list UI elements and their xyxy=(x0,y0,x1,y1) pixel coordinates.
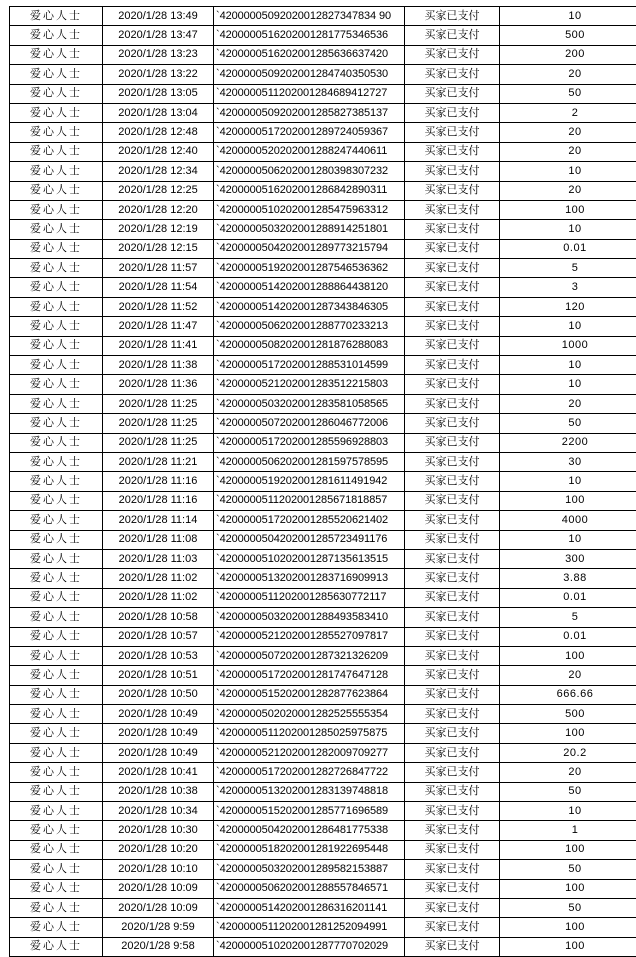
donor-cell: 爱心人士 xyxy=(10,608,103,627)
amount-cell: 20 xyxy=(500,763,636,782)
datetime-cell: 2020/1/28 10:53 xyxy=(103,646,214,665)
amount-cell: 3.88 xyxy=(500,569,636,588)
table-row xyxy=(10,918,636,937)
amount-cell: 100 xyxy=(500,840,636,859)
donor-cell: 爱心人士 xyxy=(10,239,103,258)
datetime-cell: 2020/1/28 10:30 xyxy=(103,821,214,840)
order-number-cell: `4200000509202001284740350530 xyxy=(214,65,405,84)
amount-cell: 0.01 xyxy=(500,239,636,258)
order-number-cell: `4200000517202001281747647128 xyxy=(214,666,405,685)
order-number-cell: `4200000504202001285723491176 xyxy=(214,530,405,549)
donor-cell: 爱心人士 xyxy=(10,433,103,452)
datetime-cell: 2020/1/28 10:49 xyxy=(103,705,214,724)
status-cell: 买家已支付 xyxy=(405,840,500,859)
status-cell: 买家已支付 xyxy=(405,491,500,510)
status-cell: 买家已支付 xyxy=(405,937,500,956)
status-cell: 买家已支付 xyxy=(405,26,500,45)
donor-cell: 爱心人士 xyxy=(10,65,103,84)
status-cell: 买家已支付 xyxy=(405,181,500,200)
order-number-cell: `4200000515202001282877623864 xyxy=(214,685,405,704)
datetime-cell: 2020/1/28 10:09 xyxy=(103,879,214,898)
status-cell: 买家已支付 xyxy=(405,627,500,646)
status-cell: 买家已支付 xyxy=(405,317,500,336)
table-row xyxy=(10,549,636,568)
status-cell: 买家已支付 xyxy=(405,239,500,258)
donor-cell: 爱心人士 xyxy=(10,879,103,898)
datetime-cell: 2020/1/28 11:47 xyxy=(103,317,214,336)
datetime-cell: 2020/1/28 12:20 xyxy=(103,200,214,219)
donor-cell: 爱心人士 xyxy=(10,123,103,142)
donor-cell: 爱心人士 xyxy=(10,181,103,200)
order-number-cell: `4200000510202001287770702029 xyxy=(214,937,405,956)
amount-cell: 2 xyxy=(500,103,636,122)
table-row xyxy=(10,472,636,491)
datetime-cell: 2020/1/28 11:16 xyxy=(103,472,214,491)
order-number-cell: `4200000503202001288493583410 xyxy=(214,608,405,627)
status-cell: 买家已支付 xyxy=(405,472,500,491)
table-row xyxy=(10,860,636,879)
donor-cell: 爱心人士 xyxy=(10,297,103,316)
order-number-cell: `4200000518202001281922695448 xyxy=(214,840,405,859)
datetime-cell: 2020/1/28 10:49 xyxy=(103,743,214,762)
table-row xyxy=(10,821,636,840)
order-number-cell: `4200000516202001281775346536 xyxy=(214,26,405,45)
donor-cell: 爱心人士 xyxy=(10,937,103,956)
donor-cell: 爱心人士 xyxy=(10,278,103,297)
status-cell: 买家已支付 xyxy=(405,123,500,142)
datetime-cell: 2020/1/28 11:25 xyxy=(103,433,214,452)
table-row xyxy=(10,898,636,917)
order-number-cell: `4200000516202001286842890311 xyxy=(214,181,405,200)
order-number-cell: `4200000519202001281611491942 xyxy=(214,472,405,491)
amount-cell: 10 xyxy=(500,162,636,181)
status-cell: 买家已支付 xyxy=(405,646,500,665)
donor-cell: 爱心人士 xyxy=(10,7,103,26)
table-row xyxy=(10,65,636,84)
amount-cell: 1 xyxy=(500,821,636,840)
donor-cell: 爱心人士 xyxy=(10,491,103,510)
table-row xyxy=(10,297,636,316)
donor-cell: 爱心人士 xyxy=(10,821,103,840)
order-number-cell: `4200000521202001285527097817 xyxy=(214,627,405,646)
amount-cell: 500 xyxy=(500,705,636,724)
datetime-cell: 2020/1/28 10:20 xyxy=(103,840,214,859)
order-number-cell: `4200000508202001281876288083 xyxy=(214,336,405,355)
status-cell: 买家已支付 xyxy=(405,782,500,801)
table-row xyxy=(10,608,636,627)
table-row xyxy=(10,336,636,355)
table-row xyxy=(10,181,636,200)
status-cell: 买家已支付 xyxy=(405,84,500,103)
amount-cell: 10 xyxy=(500,530,636,549)
order-number-cell: `4200000521202001283512215803 xyxy=(214,375,405,394)
status-cell: 买家已支付 xyxy=(405,549,500,568)
table-row xyxy=(10,84,636,103)
table-row xyxy=(10,162,636,181)
amount-cell: 100 xyxy=(500,937,636,956)
order-number-cell: `4200000511202001284689412727 xyxy=(214,84,405,103)
donor-cell: 爱心人士 xyxy=(10,336,103,355)
table-row xyxy=(10,840,636,859)
amount-cell: 100 xyxy=(500,200,636,219)
donor-cell: 爱心人士 xyxy=(10,356,103,375)
status-cell: 买家已支付 xyxy=(405,743,500,762)
datetime-cell: 2020/1/28 10:41 xyxy=(103,763,214,782)
order-number-cell: `4200000517202001289724059367 xyxy=(214,123,405,142)
order-number-cell: `4200000515202001285771696589 xyxy=(214,802,405,821)
donor-cell: 爱心人士 xyxy=(10,103,103,122)
donor-cell: 爱心人士 xyxy=(10,45,103,64)
datetime-cell: 2020/1/28 11:36 xyxy=(103,375,214,394)
datetime-cell: 2020/1/28 12:48 xyxy=(103,123,214,142)
table-row xyxy=(10,588,636,607)
status-cell: 买家已支付 xyxy=(405,860,500,879)
status-cell: 买家已支付 xyxy=(405,162,500,181)
donor-cell: 爱心人士 xyxy=(10,627,103,646)
status-cell: 买家已支付 xyxy=(405,763,500,782)
donor-cell: 爱心人士 xyxy=(10,646,103,665)
table-row xyxy=(10,200,636,219)
datetime-cell: 2020/1/28 12:15 xyxy=(103,239,214,258)
table-row xyxy=(10,569,636,588)
datetime-cell: 2020/1/28 11:25 xyxy=(103,414,214,433)
order-number-cell: `4200000506202001281597578595 xyxy=(214,452,405,471)
order-number-cell: `4200000514202001288864438120 xyxy=(214,278,405,297)
amount-cell: 20 xyxy=(500,65,636,84)
table-row xyxy=(10,802,636,821)
table-row xyxy=(10,782,636,801)
order-number-cell: `4200000513202001283716909913 xyxy=(214,569,405,588)
datetime-cell: 2020/1/28 11:52 xyxy=(103,297,214,316)
amount-cell: 5 xyxy=(500,259,636,278)
order-number-cell: `4200000519202001287546536362 xyxy=(214,259,405,278)
datetime-cell: 2020/1/28 10:50 xyxy=(103,685,214,704)
amount-cell: 100 xyxy=(500,879,636,898)
amount-cell: 10 xyxy=(500,375,636,394)
status-cell: 买家已支付 xyxy=(405,220,500,239)
amount-cell: 2200 xyxy=(500,433,636,452)
amount-cell: 50 xyxy=(500,782,636,801)
donor-cell: 爱心人士 xyxy=(10,763,103,782)
table-row xyxy=(10,491,636,510)
status-cell: 买家已支付 xyxy=(405,608,500,627)
amount-cell: 20 xyxy=(500,142,636,161)
amount-cell: 0.01 xyxy=(500,627,636,646)
table-row xyxy=(10,375,636,394)
status-cell: 买家已支付 xyxy=(405,821,500,840)
table-row xyxy=(10,103,636,122)
amount-cell: 5 xyxy=(500,608,636,627)
table-row xyxy=(10,511,636,530)
order-number-cell: `4200000507202001286046772006 xyxy=(214,414,405,433)
order-number-cell: `4200000504202001286481775338 xyxy=(214,821,405,840)
table-row xyxy=(10,394,636,413)
donor-cell: 爱心人士 xyxy=(10,840,103,859)
datetime-cell: 2020/1/28 10:10 xyxy=(103,860,214,879)
amount-cell: 10 xyxy=(500,220,636,239)
datetime-cell: 2020/1/28 12:19 xyxy=(103,220,214,239)
table-row xyxy=(10,743,636,762)
donor-cell: 爱心人士 xyxy=(10,220,103,239)
donor-cell: 爱心人士 xyxy=(10,743,103,762)
order-number-cell: `4200000503202001289582153887 xyxy=(214,860,405,879)
table-row xyxy=(10,763,636,782)
donor-cell: 爱心人士 xyxy=(10,724,103,743)
order-number-cell: `4200000504202001289773215794 xyxy=(214,239,405,258)
datetime-cell: 2020/1/28 11:54 xyxy=(103,278,214,297)
order-number-cell: `4200000511202001285671818857 xyxy=(214,491,405,510)
donor-cell: 爱心人士 xyxy=(10,511,103,530)
datetime-cell: 2020/1/28 10:58 xyxy=(103,608,214,627)
order-number-cell: `4200000516202001285636637420 xyxy=(214,45,405,64)
datetime-cell: 2020/1/28 13:22 xyxy=(103,65,214,84)
donor-cell: 爱心人士 xyxy=(10,530,103,549)
table-row xyxy=(10,45,636,64)
order-number-cell: `4200000506202001288557846571 xyxy=(214,879,405,898)
amount-cell: 50 xyxy=(500,414,636,433)
table-row xyxy=(10,142,636,161)
status-cell: 买家已支付 xyxy=(405,433,500,452)
table-row xyxy=(10,7,636,26)
table-row xyxy=(10,879,636,898)
amount-cell: 100 xyxy=(500,646,636,665)
donor-cell: 爱心人士 xyxy=(10,142,103,161)
table-row xyxy=(10,530,636,549)
order-number-cell: `4200000510202001287135613515 xyxy=(214,549,405,568)
order-number-cell: `4200000502020001282525555354 xyxy=(214,705,405,724)
datetime-cell: 2020/1/28 13:49 xyxy=(103,7,214,26)
order-number-cell: `4200000506202001288770233213 xyxy=(214,317,405,336)
amount-cell: 10 xyxy=(500,802,636,821)
status-cell: 买家已支付 xyxy=(405,142,500,161)
donor-cell: 爱心人士 xyxy=(10,918,103,937)
amount-cell: 0.01 xyxy=(500,588,636,607)
amount-cell: 1000 xyxy=(500,336,636,355)
table-body xyxy=(10,7,636,957)
donor-cell: 爱心人士 xyxy=(10,200,103,219)
status-cell: 买家已支付 xyxy=(405,278,500,297)
amount-cell: 20.2 xyxy=(500,743,636,762)
order-number-cell: `4200000517202001285596928803 xyxy=(214,433,405,452)
order-number-cell: `4200000514202001287343846305 xyxy=(214,297,405,316)
datetime-cell: 2020/1/28 13:23 xyxy=(103,45,214,64)
status-cell: 买家已支付 xyxy=(405,200,500,219)
table-row xyxy=(10,239,636,258)
datetime-cell: 2020/1/28 11:41 xyxy=(103,336,214,355)
table-row xyxy=(10,414,636,433)
donor-cell: 爱心人士 xyxy=(10,588,103,607)
table-row xyxy=(10,123,636,142)
donor-cell: 爱心人士 xyxy=(10,414,103,433)
status-cell: 买家已支付 xyxy=(405,511,500,530)
table-row xyxy=(10,452,636,471)
amount-cell: 20 xyxy=(500,181,636,200)
status-cell: 买家已支付 xyxy=(405,588,500,607)
datetime-cell: 2020/1/28 11:02 xyxy=(103,588,214,607)
order-number-cell: `4200000520202001288247440611 xyxy=(214,142,405,161)
table-row xyxy=(10,724,636,743)
donor-cell: 爱心人士 xyxy=(10,472,103,491)
status-cell: 买家已支付 xyxy=(405,65,500,84)
datetime-cell: 2020/1/28 11:21 xyxy=(103,452,214,471)
amount-cell: 50 xyxy=(500,84,636,103)
datetime-cell: 2020/1/28 10:38 xyxy=(103,782,214,801)
donor-cell: 爱心人士 xyxy=(10,802,103,821)
order-number-cell: `4200000509202001285827385137 xyxy=(214,103,405,122)
amount-cell: 10 xyxy=(500,7,636,26)
amount-cell: 100 xyxy=(500,491,636,510)
order-number-cell: `4200000511202001285630772117 xyxy=(214,588,405,607)
status-cell: 买家已支付 xyxy=(405,879,500,898)
status-cell: 买家已支付 xyxy=(405,103,500,122)
status-cell: 买家已支付 xyxy=(405,705,500,724)
table-row xyxy=(10,259,636,278)
status-cell: 买家已支付 xyxy=(405,356,500,375)
table-row xyxy=(10,646,636,665)
donor-cell: 爱心人士 xyxy=(10,705,103,724)
status-cell: 买家已支付 xyxy=(405,666,500,685)
amount-cell: 3 xyxy=(500,278,636,297)
order-number-cell: `4200000503202001283581058565 xyxy=(214,394,405,413)
amount-cell: 100 xyxy=(500,918,636,937)
donor-cell: 爱心人士 xyxy=(10,317,103,336)
datetime-cell: 2020/1/28 11:16 xyxy=(103,491,214,510)
donor-cell: 爱心人士 xyxy=(10,898,103,917)
datetime-cell: 2020/1/28 11:08 xyxy=(103,530,214,549)
datetime-cell: 2020/1/28 9:59 xyxy=(103,918,214,937)
status-cell: 买家已支付 xyxy=(405,452,500,471)
order-number-cell: `4200000511202001285025975875 xyxy=(214,724,405,743)
donor-cell: 爱心人士 xyxy=(10,666,103,685)
status-cell: 买家已支付 xyxy=(405,414,500,433)
status-cell: 买家已支付 xyxy=(405,918,500,937)
datetime-cell: 2020/1/28 12:40 xyxy=(103,142,214,161)
order-number-cell: `42000005092020012827347834 90 xyxy=(214,7,405,26)
status-cell: 买家已支付 xyxy=(405,7,500,26)
donor-cell: 爱心人士 xyxy=(10,860,103,879)
datetime-cell: 2020/1/28 11:03 xyxy=(103,549,214,568)
order-number-cell: `4200000510202001285475963312 xyxy=(214,200,405,219)
table-row xyxy=(10,685,636,704)
table-row xyxy=(10,627,636,646)
amount-cell: 500 xyxy=(500,26,636,45)
status-cell: 买家已支付 xyxy=(405,336,500,355)
amount-cell: 20 xyxy=(500,394,636,413)
table-row xyxy=(10,220,636,239)
amount-cell: 120 xyxy=(500,297,636,316)
donor-cell: 爱心人士 xyxy=(10,685,103,704)
order-number-cell: `4200000521202001282009709277 xyxy=(214,743,405,762)
datetime-cell: 2020/1/28 11:02 xyxy=(103,569,214,588)
datetime-cell: 2020/1/28 11:25 xyxy=(103,394,214,413)
amount-cell: 4000 xyxy=(500,511,636,530)
table-row xyxy=(10,317,636,336)
donation-table xyxy=(9,6,636,957)
amount-cell: 50 xyxy=(500,860,636,879)
amount-cell: 666.66 xyxy=(500,685,636,704)
donor-cell: 爱心人士 xyxy=(10,84,103,103)
datetime-cell: 2020/1/28 11:57 xyxy=(103,259,214,278)
datetime-cell: 2020/1/28 10:09 xyxy=(103,898,214,917)
order-number-cell: `4200000513202001283139748818 xyxy=(214,782,405,801)
order-number-cell: `4200000507202001287321326209 xyxy=(214,646,405,665)
donor-cell: 爱心人士 xyxy=(10,375,103,394)
status-cell: 买家已支付 xyxy=(405,802,500,821)
status-cell: 买家已支付 xyxy=(405,724,500,743)
amount-cell: 30 xyxy=(500,452,636,471)
datetime-cell: 2020/1/28 10:34 xyxy=(103,802,214,821)
datetime-cell: 2020/1/28 12:34 xyxy=(103,162,214,181)
order-number-cell: `4200000517202001285520621402 xyxy=(214,511,405,530)
datetime-cell: 2020/1/28 10:51 xyxy=(103,666,214,685)
donor-cell: 爱心人士 xyxy=(10,259,103,278)
status-cell: 买家已支付 xyxy=(405,259,500,278)
status-cell: 买家已支付 xyxy=(405,375,500,394)
datetime-cell: 2020/1/28 9:58 xyxy=(103,937,214,956)
status-cell: 买家已支付 xyxy=(405,685,500,704)
amount-cell: 200 xyxy=(500,45,636,64)
status-cell: 买家已支付 xyxy=(405,898,500,917)
donor-cell: 爱心人士 xyxy=(10,452,103,471)
table-row xyxy=(10,705,636,724)
donor-cell: 爱心人士 xyxy=(10,26,103,45)
amount-cell: 20 xyxy=(500,123,636,142)
status-cell: 买家已支付 xyxy=(405,297,500,316)
datetime-cell: 2020/1/28 13:05 xyxy=(103,84,214,103)
status-cell: 买家已支付 xyxy=(405,394,500,413)
datetime-cell: 2020/1/28 10:49 xyxy=(103,724,214,743)
donor-cell: 爱心人士 xyxy=(10,782,103,801)
table-row xyxy=(10,937,636,956)
datetime-cell: 2020/1/28 11:14 xyxy=(103,511,214,530)
datetime-cell: 2020/1/28 11:38 xyxy=(103,356,214,375)
datetime-cell: 2020/1/28 13:47 xyxy=(103,26,214,45)
status-cell: 买家已支付 xyxy=(405,569,500,588)
status-cell: 买家已支付 xyxy=(405,530,500,549)
table-row xyxy=(10,666,636,685)
amount-cell: 300 xyxy=(500,549,636,568)
order-number-cell: `4200000514202001286316201141 xyxy=(214,898,405,917)
datetime-cell: 2020/1/28 10:57 xyxy=(103,627,214,646)
amount-cell: 20 xyxy=(500,666,636,685)
amount-cell: 10 xyxy=(500,317,636,336)
status-cell: 买家已支付 xyxy=(405,45,500,64)
order-number-cell: `4200000511202001281252094991 xyxy=(214,918,405,937)
table-row xyxy=(10,356,636,375)
datetime-cell: 2020/1/28 13:04 xyxy=(103,103,214,122)
datetime-cell: 2020/1/28 12:25 xyxy=(103,181,214,200)
table-row xyxy=(10,433,636,452)
donor-cell: 爱心人士 xyxy=(10,394,103,413)
table-row xyxy=(10,278,636,297)
donor-cell: 爱心人士 xyxy=(10,569,103,588)
amount-cell: 10 xyxy=(500,356,636,375)
amount-cell: 50 xyxy=(500,898,636,917)
donor-cell: 爱心人士 xyxy=(10,549,103,568)
order-number-cell: `4200000503202001288914251801 xyxy=(214,220,405,239)
order-number-cell: `4200000506202001280398307232 xyxy=(214,162,405,181)
donor-cell: 爱心人士 xyxy=(10,162,103,181)
amount-cell: 10 xyxy=(500,472,636,491)
order-number-cell: `4200000517202001288531014599 xyxy=(214,356,405,375)
amount-cell: 100 xyxy=(500,724,636,743)
order-number-cell: `4200000517202001282726847722 xyxy=(214,763,405,782)
table-row xyxy=(10,26,636,45)
